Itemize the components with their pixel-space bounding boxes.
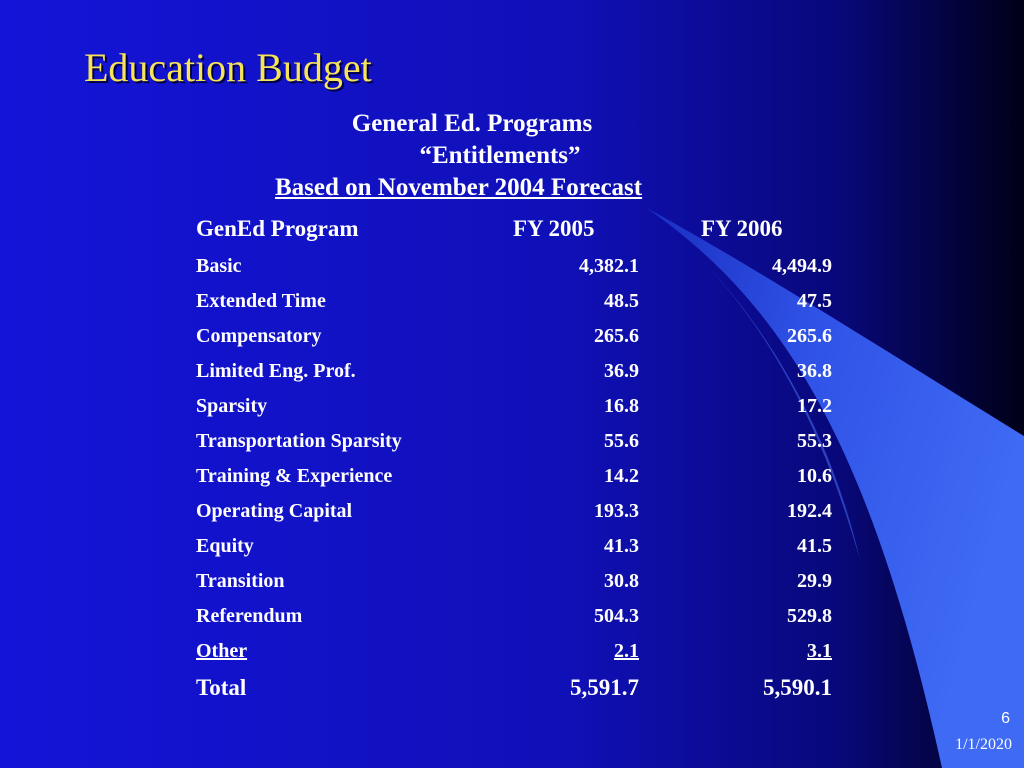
table-row — [196, 459, 836, 494]
row-label: Extended Time — [196, 290, 326, 312]
row-fy2005: 41.3 — [604, 535, 639, 557]
row-fy2005: 55.6 — [604, 430, 639, 452]
row-label: Transportation Sparsity — [196, 430, 402, 452]
table-row — [196, 319, 836, 354]
row-label: Compensatory — [196, 325, 322, 347]
row-fy2006: 265.6 — [787, 325, 832, 347]
table-row — [196, 389, 836, 424]
row-fy2005: 14.2 — [604, 465, 639, 487]
row-fy2005: 16.8 — [604, 395, 639, 417]
row-fy2006: 4,494.9 — [772, 255, 832, 277]
row-label: Training & Experience — [196, 465, 393, 487]
row-fy2005: 504.3 — [594, 605, 639, 627]
row-label: Transition — [196, 570, 285, 592]
header-program: GenEd Program — [196, 216, 359, 241]
row-fy2006: 10.6 — [797, 465, 832, 487]
row-fy2005: 48.5 — [604, 290, 639, 312]
row-fy2006: 3.1 — [807, 640, 832, 662]
subtitle-line-1: General Ed. Programs — [351, 110, 593, 137]
row-label: Referendum — [196, 605, 303, 627]
row-fy2006: 17.2 — [797, 395, 832, 417]
forecast-heading: Based on November 2004 Forecast — [275, 174, 643, 201]
table-row — [196, 354, 836, 389]
header-fy2006: FY 2006 — [701, 216, 783, 241]
table-row — [196, 564, 836, 599]
total-fy2006: 5,590.1 — [763, 675, 832, 700]
slide-date: 1/1/2020 — [955, 736, 1012, 753]
row-label: Sparsity — [196, 395, 268, 417]
table-row — [196, 634, 836, 669]
row-fy2006: 41.5 — [797, 535, 832, 557]
row-fy2005: 2.1 — [614, 640, 639, 662]
total-label: Total — [196, 675, 247, 700]
row-fy2006: 192.4 — [787, 500, 832, 522]
table-row — [196, 494, 836, 529]
row-fy2005: 4,382.1 — [579, 255, 639, 277]
subtitle — [0, 108, 1024, 172]
subtitle-line-2: “Entitlements” — [419, 142, 581, 169]
row-label: Other — [196, 640, 248, 662]
row-fy2005: 265.6 — [594, 325, 639, 347]
page-number: 6 — [1001, 710, 1010, 727]
total-row — [196, 669, 836, 707]
row-label: Basic — [196, 255, 242, 277]
row-fy2006: 55.3 — [797, 430, 832, 452]
row-fy2006: 29.9 — [797, 570, 832, 592]
row-fy2005: 193.3 — [594, 500, 639, 522]
row-label: Equity — [196, 535, 254, 557]
row-label: Operating Capital — [196, 500, 353, 522]
table-row — [196, 424, 836, 459]
table-row — [196, 249, 836, 284]
table-row — [196, 529, 836, 564]
total-fy2005: 5,591.7 — [570, 675, 639, 700]
slide-title: Education Budget — [84, 45, 372, 90]
row-fy2006: 47.5 — [797, 290, 832, 312]
table-row — [196, 284, 836, 319]
row-fy2006: 36.8 — [797, 360, 832, 382]
row-fy2005: 36.9 — [604, 360, 639, 382]
row-fy2006: 529.8 — [787, 605, 832, 627]
header-fy2005: FY 2005 — [513, 216, 595, 241]
row-label: Limited Eng. Prof. — [196, 360, 356, 382]
table-row — [196, 599, 836, 634]
row-fy2005: 30.8 — [604, 570, 639, 592]
budget-table — [196, 249, 836, 707]
